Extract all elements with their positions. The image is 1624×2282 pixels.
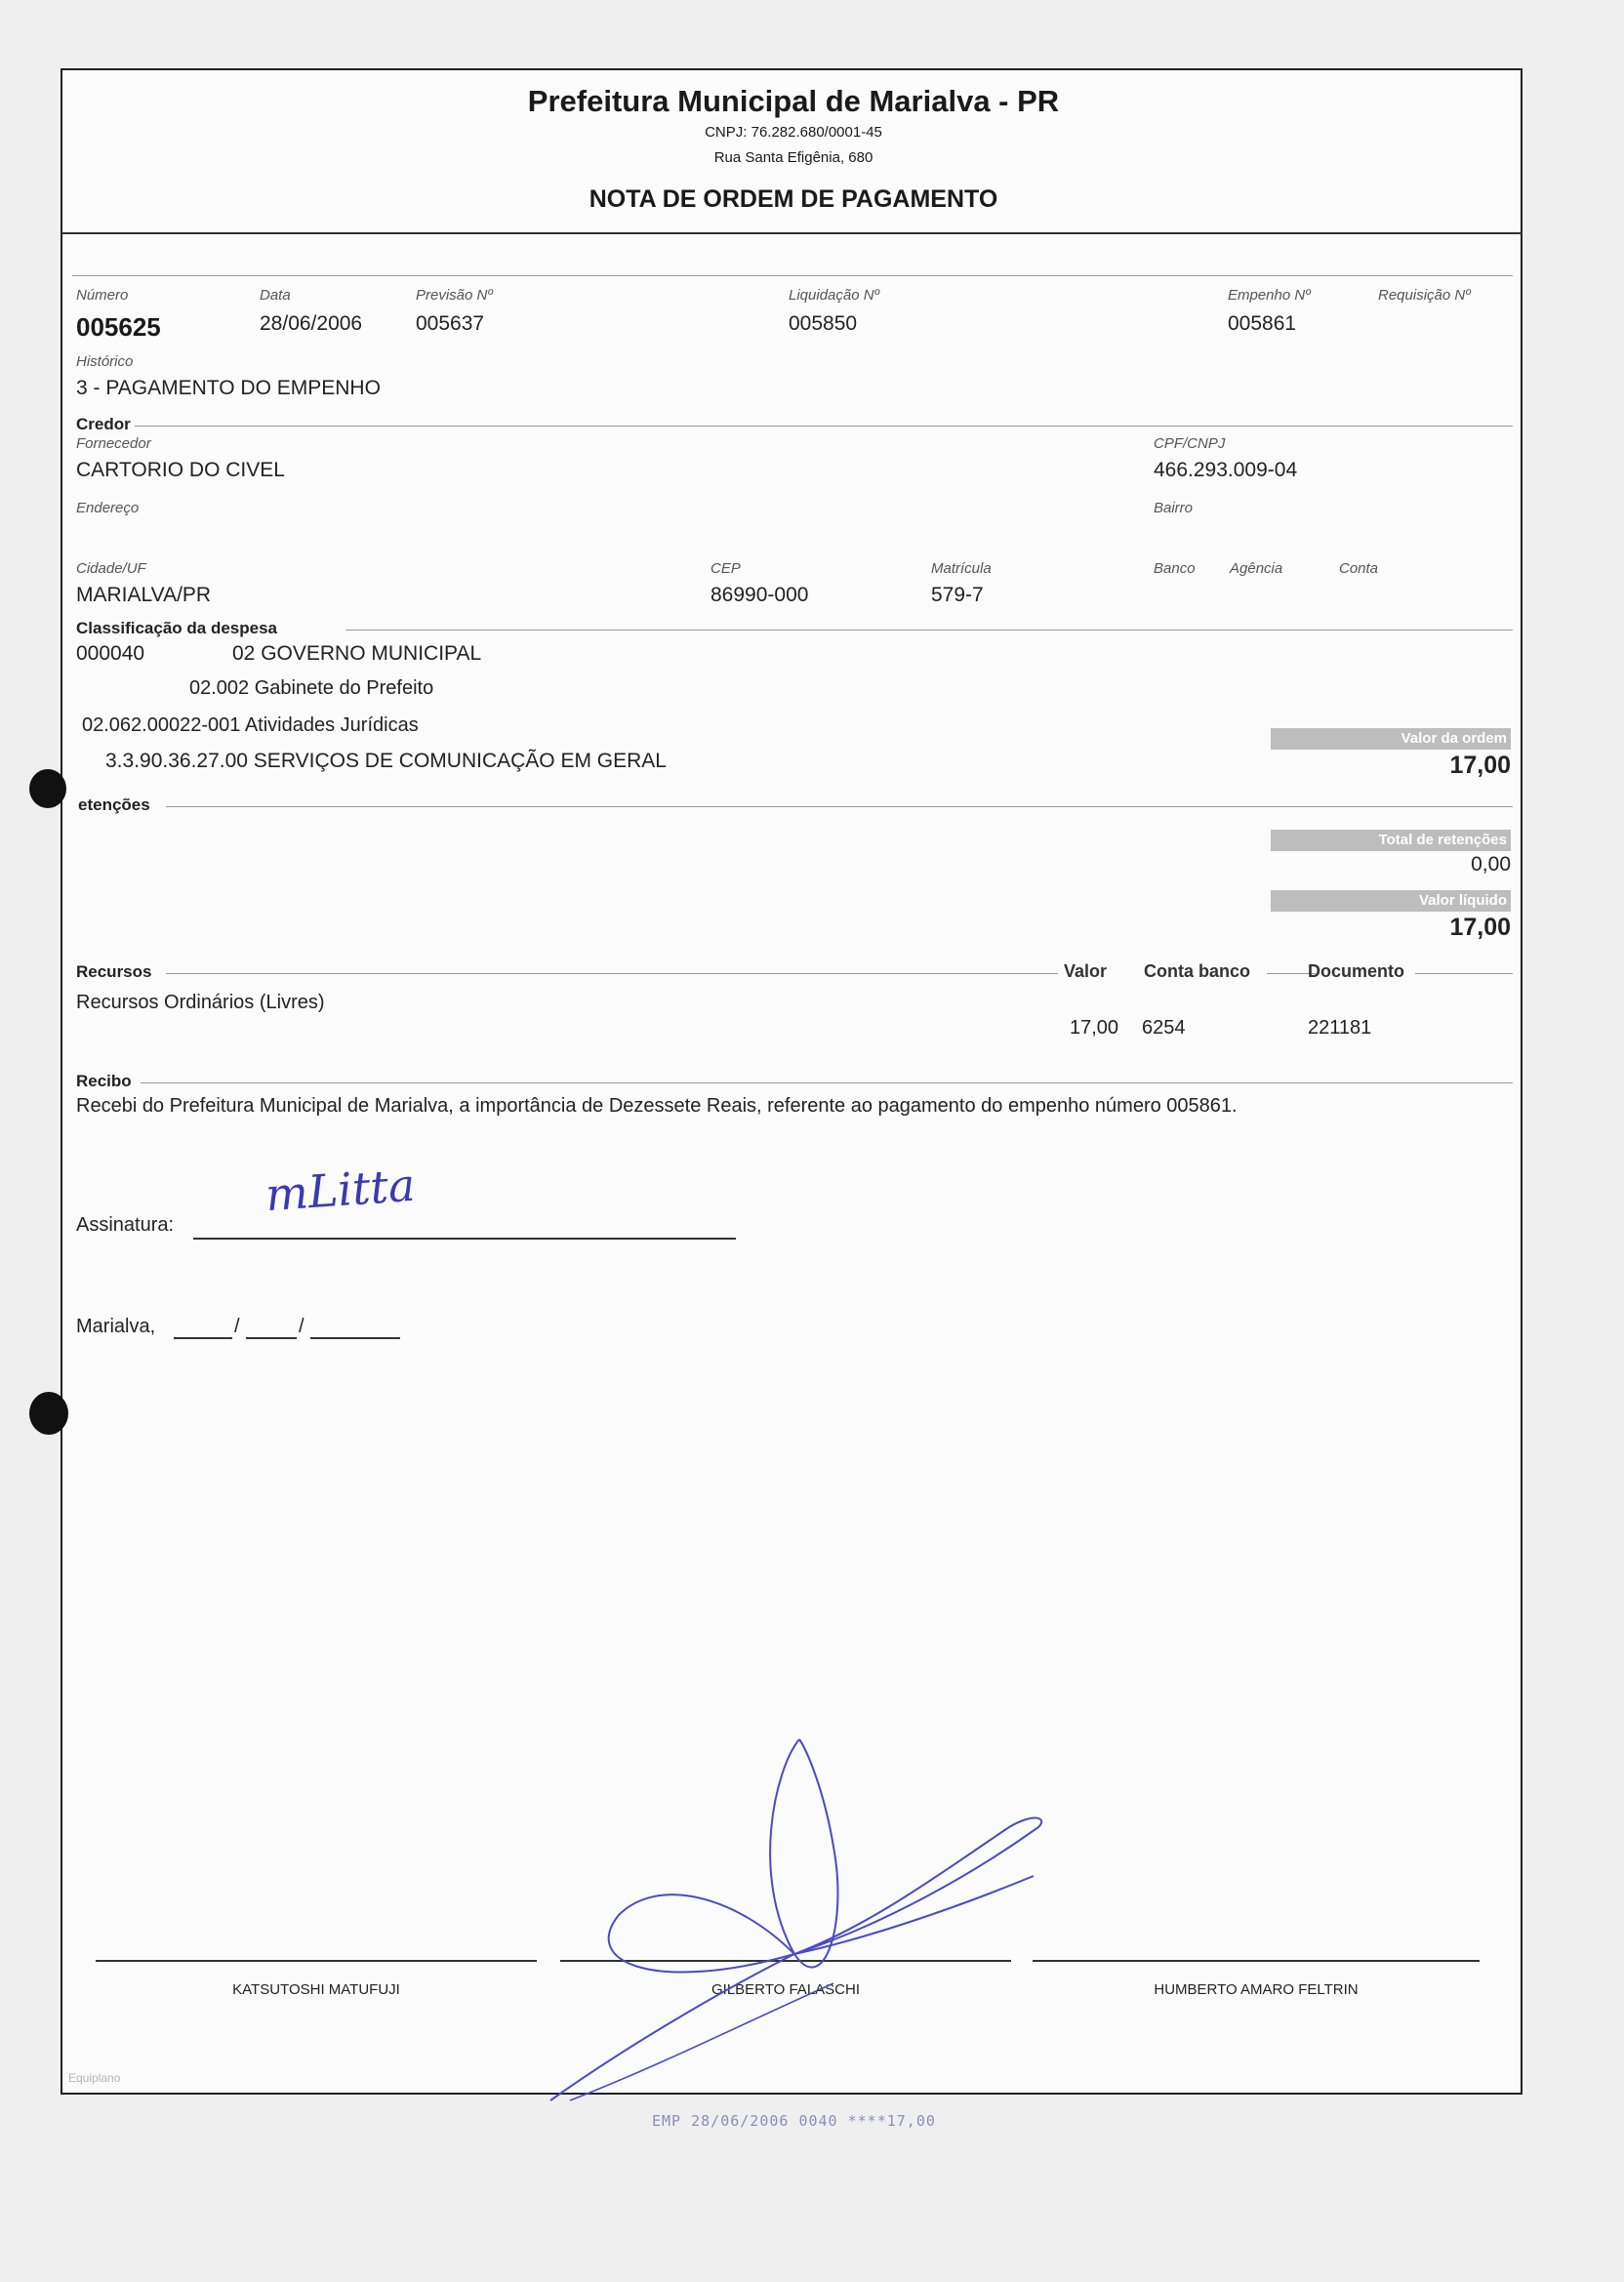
- fornecedor-label: Fornecedor: [76, 435, 151, 452]
- historico-value: 3 - PAGAMENTO DO EMPENHO: [76, 377, 381, 399]
- address-text: Rua Santa Efigênia, 680: [713, 149, 873, 166]
- signature-line-3: [1033, 1960, 1480, 1962]
- scribble-signature: [541, 1730, 1068, 2110]
- order-top-line: [72, 275, 1513, 276]
- recibo-text: Recebi do Prefeitura Municipal de Marialva, a importância de Dezessete Reais, referente ao pagamento do empenho número 005861.: [76, 1095, 1238, 1117]
- valor-liquido-value: 17,00: [1449, 914, 1511, 941]
- matricula-label: Matrícula: [931, 560, 992, 577]
- document-frame: [61, 68, 1522, 2095]
- cep-label: CEP: [710, 560, 741, 577]
- credor-line: [135, 426, 1513, 427]
- recibo-line: [141, 1082, 1513, 1083]
- total-retencoes-label: Total de retenções: [1271, 830, 1511, 851]
- signature-line-1: [96, 1960, 537, 1962]
- recursos-documento: 221181: [1308, 1017, 1372, 1039]
- date-blank-month: [246, 1337, 297, 1339]
- signatory-3: HUMBERTO AMARO FELTRIN: [1154, 1981, 1359, 1998]
- valor-liquido-label: Valor líquido: [1271, 890, 1511, 912]
- date-blank-year: [310, 1337, 400, 1339]
- date-slash-1: /: [234, 1316, 240, 1337]
- endereco-label: Endereço: [76, 500, 140, 516]
- classificacao-unidade: 02.002 Gabinete do Prefeito: [189, 677, 434, 699]
- recursos-documento-header: Documento: [1308, 961, 1404, 981]
- valor-ordem-value: 17,00: [1449, 752, 1511, 779]
- document-title: NOTA DE ORDEM DE PAGAMENTO: [589, 185, 998, 213]
- classificacao-section-title: Classificação da despesa: [76, 619, 278, 637]
- recursos-line-a: [166, 973, 1058, 974]
- classificacao-code: 000040: [76, 642, 145, 665]
- classificacao-line: [345, 630, 1513, 631]
- numero-value: 005625: [76, 312, 161, 342]
- assinatura-line: [193, 1238, 736, 1240]
- recursos-conta-header: Conta banco: [1144, 961, 1251, 981]
- requisicao-label: Requisição Nº: [1378, 287, 1471, 304]
- cpf-value: 466.293.009-04: [1154, 459, 1298, 481]
- assinatura-label: Assinatura:: [76, 1214, 175, 1236]
- historico-label: Histórico: [76, 353, 134, 370]
- recursos-line-c: [1415, 973, 1513, 974]
- cidade-value: MARIALVA/PR: [76, 584, 212, 606]
- recursos-descricao: Recursos Ordinários (Livres): [76, 992, 325, 1013]
- recursos-valor-header: Valor: [1064, 961, 1108, 981]
- retencoes-line: [166, 806, 1513, 807]
- previsao-label: Previsão Nº: [416, 287, 493, 304]
- watermark-text: Equiplano: [68, 2071, 121, 2085]
- data-value: 28/06/2006: [260, 312, 363, 335]
- fornecedor-value: CARTORIO DO CIVEL: [76, 459, 285, 481]
- numero-label: Número: [76, 287, 129, 304]
- cnpj-text: CNPJ: 76.282.680/0001-45: [705, 124, 882, 141]
- cpf-label: CPF/CNPJ: [1154, 435, 1226, 452]
- credor-section-title: Credor: [76, 415, 131, 433]
- page-title: Prefeitura Municipal de Marialva - PR: [527, 84, 1060, 118]
- classificacao-orgao: 02 GOVERNO MUNICIPAL: [232, 642, 482, 665]
- signatory-1: KATSUTOSHI MATUFUJI: [232, 1981, 400, 1998]
- cidade-label: Cidade/UF: [76, 560, 146, 577]
- header-divider: [62, 232, 1522, 234]
- banco-label: Banco: [1154, 560, 1196, 577]
- validation-stamp: EMP 28/06/2006 0040 ****17,00: [652, 2112, 936, 2130]
- retencoes-section-title: etenções: [78, 795, 150, 814]
- recursos-section-title: Recursos: [76, 962, 152, 981]
- signatory-2: GILBERTO FALASCHI: [711, 1981, 860, 1998]
- punch-hole-bottom: [29, 1392, 68, 1435]
- handwritten-signature: mLitta: [264, 1158, 417, 1222]
- conta-label: Conta: [1339, 560, 1379, 577]
- empenho-value: 005861: [1228, 312, 1297, 335]
- liquidacao-value: 005850: [789, 312, 858, 335]
- punch-hole-top: [29, 769, 66, 808]
- local-label: Marialva,: [76, 1316, 156, 1337]
- total-retencoes-value: 0,00: [1471, 853, 1511, 876]
- agencia-label: Agência: [1230, 560, 1283, 577]
- date-slash-2: /: [299, 1316, 304, 1337]
- previsao-value: 005637: [416, 312, 485, 335]
- classificacao-funcional: 02.062.00022-001 Atividades Jurídicas: [82, 714, 419, 736]
- date-blank-day: [174, 1337, 232, 1339]
- recursos-conta: 6254: [1142, 1017, 1186, 1039]
- data-label: Data: [260, 287, 291, 304]
- recursos-valor: 17,00: [1070, 1017, 1119, 1039]
- classificacao-elemento: 3.3.90.36.27.00 SERVIÇOS DE COMUNICAÇÃO EM GERAL: [105, 750, 667, 772]
- valor-ordem-label: Valor da ordem: [1271, 728, 1511, 750]
- liquidacao-label: Liquidação Nº: [789, 287, 880, 304]
- recibo-section-title: Recibo: [76, 1072, 132, 1090]
- empenho-label: Empenho Nº: [1228, 287, 1311, 304]
- bairro-label: Bairro: [1154, 500, 1194, 516]
- cep-value: 86990-000: [710, 584, 809, 606]
- matricula-value: 579-7: [931, 584, 984, 606]
